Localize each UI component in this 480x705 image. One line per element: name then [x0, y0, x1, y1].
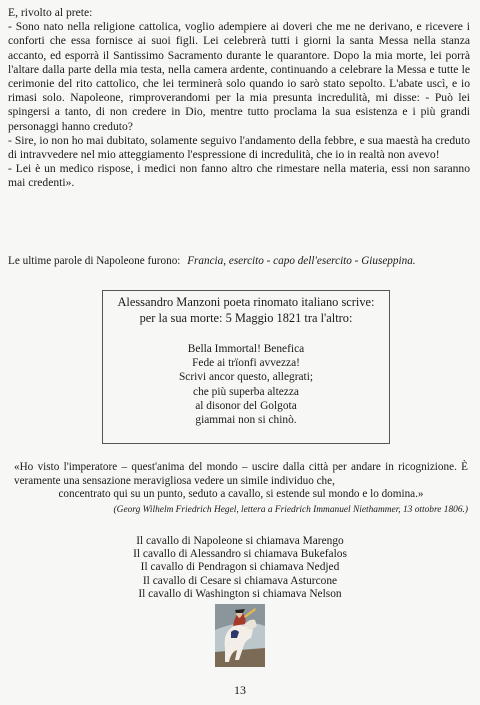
paragraph: E, rivolto al prete: — [8, 6, 93, 19]
last-words — [8, 254, 474, 268]
poem-line: al disonor del Golgota — [195, 399, 297, 412]
manzoni-box — [102, 290, 390, 444]
horses-list — [100, 535, 380, 601]
hegel-quote-body: «Ho visto l'imperatore – quest'anima del mondo – uscire dalla città per andare in ricognizione. È veramente una sensazione meravigliosa vedere un simile individuo che, — [14, 461, 468, 487]
poem-line: che più superba altezza — [193, 385, 299, 398]
poem-line: Bella Immortal! Benefica — [187, 343, 305, 355]
last-words-intro: Le ultime parole di Napoleone furono: — [8, 255, 181, 267]
main-text — [8, 6, 470, 191]
last-words-quote: Francia, esercito - capo dell'esercito - Giuseppina. — [187, 255, 416, 267]
manzoni-intro-line: Alessandro Manzoni poeta rinomato italiano scrive: — [117, 295, 375, 309]
paragraph: - Sono nato nella religione cattolica, voglio adempiere ai doveri che me ne derivano, e ricevere i conforti che essa fornisce ai suoi figli. Lei celebrerà tutti i giorni la santa Messa nella stanza accanto, ed esporrà il Santissimo Sacramento durante le quarantore. Dopo la mia morte, lei porrà l'altare dalla parte della mia testa, nella camera ardente, continuando a celebrare la Messa e tutte le cerimonie del rito cattolico, che lei terminerà solo quando io sarò stato sepolto. L'abate uscì, e io rimasi solo. Napoleone, rimproverandomi per la mia presunta incredulità, mi disse: - Può lei spingersi a tanto, di non credere in Dio, mentre tutto proclama la sua esistenza e i più grandi personaggi hanno creduto? — [8, 20, 470, 133]
horse-line: Il cavallo di Cesare si chiamava Asturcone — [142, 574, 338, 587]
horse-line: Il cavallo di Pendragon si chiamava Nedjed — [140, 561, 340, 574]
poem-line: Fede ai trïonfi avvezza! — [192, 357, 300, 370]
paragraph: - Sire, io non ho mai dubitato, solamente seguivo l'andamento della febbre, e sua maestà ha creduto di intravvedere nel mio atteggiamento l'espressione di incredulità, che io in realtà non avevo! — [8, 133, 470, 162]
poem-line: Scrivi ancor questo, allegrati; — [178, 371, 314, 384]
manzoni-intro — [103, 295, 389, 326]
napoleon-horse-image — [215, 604, 265, 667]
hegel-quote-last-line: concentrato qui su un punto, seduto a cavallo, si estende sul mondo e lo domina.» — [58, 488, 424, 501]
page-number: 13 — [234, 683, 246, 697]
manzoni-poem — [103, 342, 389, 427]
hegel-citation: (Georg Wilhelm Friedrich Hegel, lettera a Friedrich Immanuel Niethammer, 13 ottobre 1806.) — [113, 504, 468, 515]
horse-line: Il cavallo di Alessandro si chiamava Bukefalos — [133, 548, 347, 561]
poem-line: giammai non si chinò. — [195, 414, 297, 427]
hegel-quote — [14, 461, 468, 517]
manzoni-intro-line: per la sua morte: 5 Maggio 1821 tra l'altro: — [139, 310, 353, 325]
horse-line: Il cavallo di Washington si chiamava Nelson — [138, 587, 342, 600]
horse-line: Il cavallo di Napoleone si chiamava Marengo — [136, 535, 344, 547]
napoleon-horse-painting — [215, 604, 265, 667]
paragraph: - Lei è un medico rispose, i medici non fanno altro che rimestare nella materia, essi non saranno mai credenti». — [8, 162, 470, 190]
